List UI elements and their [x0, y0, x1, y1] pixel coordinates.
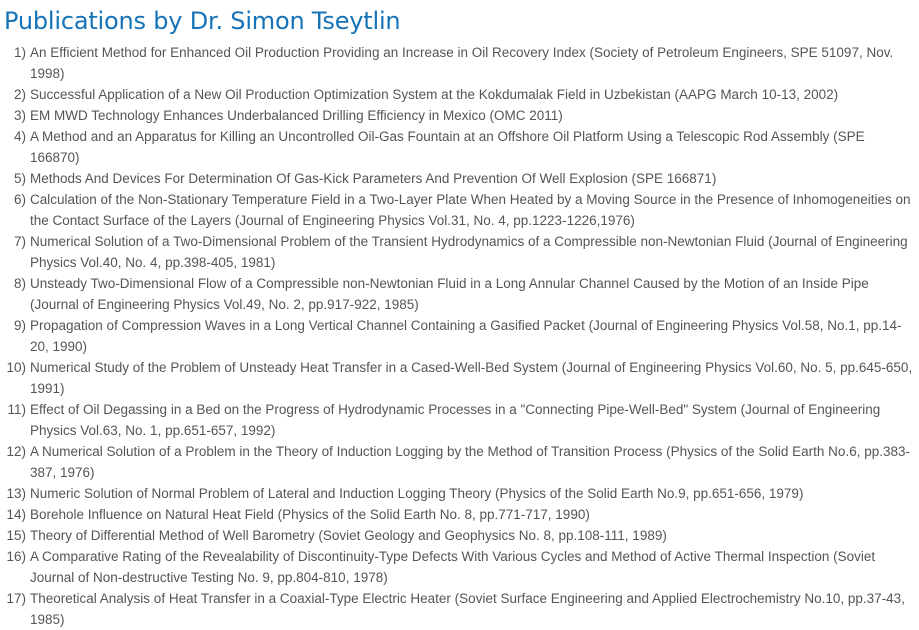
publication-item	[0, 231, 919, 273]
publication-number: 2)	[13, 87, 26, 102]
publication-item	[0, 105, 919, 126]
publication-text: Theory of Differential Method of Well Barometry (Soviet Geology and Geophysics No. 8, pp.108-111, 1989)	[30, 528, 667, 543]
publication-text: An Efficient Method for Enhanced Oil Production Providing an Increase in Oil Recovery Index (Society of Petroleum Engineers, SPE 51097, Nov. 1998)	[30, 45, 894, 81]
publication-number: 12)	[6, 444, 26, 459]
publication-number: 1)	[13, 45, 26, 60]
publication-text: Unsteady Two-Dimensional Flow of a Compressible non-Newtonian Fluid in a Long Annular Channel Caused by the Motion of an Inside Pipe (Journal of Engineering Physics Vol.49, No. 2, pp.917-922, 1985)	[30, 276, 869, 312]
publication-number: 16)	[6, 549, 26, 564]
publication-item	[0, 588, 919, 630]
publication-item	[0, 546, 919, 588]
publication-text: Borehole Influence on Natural Heat Field (Physics of the Solid Earth No. 8, pp.771-717, 1990)	[30, 507, 590, 522]
publication-number: 10)	[6, 360, 26, 375]
publication-item	[0, 126, 919, 168]
publication-number: 15)	[6, 528, 26, 543]
publication-text: Numeric Solution of Normal Problem of Lateral and Induction Logging Theory (Physics of the Solid Earth No.9, pp.651-656, 1979)	[30, 486, 804, 501]
publication-number: 4)	[13, 129, 26, 144]
publication-item	[0, 504, 919, 525]
publication-item	[0, 168, 919, 189]
publication-item	[0, 483, 919, 504]
page-title: Publications by Dr. Simon Tseytlin	[4, 7, 401, 35]
publication-text: Effect of Oil Degassing in a Bed on the Progress of Hydrodynamic Processes in a "Connecting Pipe-Well-Bed" System (Journal of Engineering Physics Vol.63, No. 1, pp.651-657, 1992)	[30, 402, 881, 438]
publication-number: 5)	[13, 171, 26, 186]
publication-text: Successful Application of a New Oil Production Optimization System at the Kokdumalak Field in Uzbekistan (AAPG March 10-13, 2002)	[30, 87, 839, 102]
publication-item	[0, 399, 919, 441]
publication-number: 9)	[13, 318, 26, 333]
publication-number: 17)	[6, 591, 26, 606]
publication-text: Theoretical Analysis of Heat Transfer in a Coaxial-Type Electric Heater (Soviet Surface Engineering and Applied Electrochemistry No.10, pp.37-43, 1985)	[30, 591, 905, 627]
publication-number: 11)	[7, 402, 26, 417]
publication-item	[0, 189, 919, 231]
publication-text: Propagation of Compression Waves in a Long Vertical Channel Containing a Gasified Packet (Journal of Engineering Physics Vol.58, No.1, pp.14-20, 1990)	[30, 318, 902, 354]
publication-text: A Comparative Rating of the Revealability of Discontinuity-Type Defects With Various Cycles and Method of Active Thermal Inspection (Soviet Journal of Non-destructive Testing No. 9, pp.804-810, 1978)	[30, 549, 876, 585]
publication-item	[0, 84, 919, 105]
publication-number: 8)	[13, 276, 26, 291]
publication-text: Numerical Study of the Problem of Unsteady Heat Transfer in a Cased-Well-Bed System (Journal of Engineering Physics Vol.60, No. 5, pp.645-650, 1991)	[30, 360, 913, 396]
publication-item	[0, 315, 919, 357]
publication-text: A Numerical Solution of a Problem in the Theory of Induction Logging by the Method of Transition Process (Physics of the Solid Earth No.6, pp.383-387, 1976)	[30, 444, 910, 480]
publication-text: Calculation of the Non-Stationary Temperature Field in a Two-Layer Plate When Heated by a Moving Source in the Presence of Inhomogeneities on the Contact Surface of the Layers (Journal of Engineering Physics Vol.31, No. 4, pp.1223-1226,1976)	[30, 192, 911, 228]
publication-number: 6)	[13, 192, 26, 207]
publication-number: 3)	[13, 108, 26, 123]
publication-number: 13)	[6, 486, 26, 501]
publication-number: 14)	[6, 507, 26, 522]
publication-text: Methods And Devices For Determination Of Gas-Kick Parameters And Prevention Of Well Explosion (SPE 166871)	[30, 171, 717, 186]
publication-item	[0, 357, 919, 399]
publication-text: Numerical Solution of a Two-Dimensional Problem of the Transient Hydrodynamics of a Compressible non-Newtonian Fluid (Journal of Engineering Physics Vol.40, No. 4, pp.398-405, 1981)	[30, 234, 908, 270]
publication-item	[0, 273, 919, 315]
publication-text: A Method and an Apparatus for Killing an Uncontrolled Oil-Gas Fountain at an Offshore Oil Platform Using a Telescopic Rod Assembly (SPE 166870)	[30, 129, 865, 165]
publication-list	[0, 42, 919, 630]
publication-text: EM MWD Technology Enhances Underbalanced Drilling Efficiency in Mexico (OMC 2011)	[30, 108, 563, 123]
publication-item	[0, 525, 919, 546]
publication-number: 7)	[13, 234, 26, 249]
publication-item	[0, 441, 919, 483]
publication-item	[0, 42, 919, 84]
